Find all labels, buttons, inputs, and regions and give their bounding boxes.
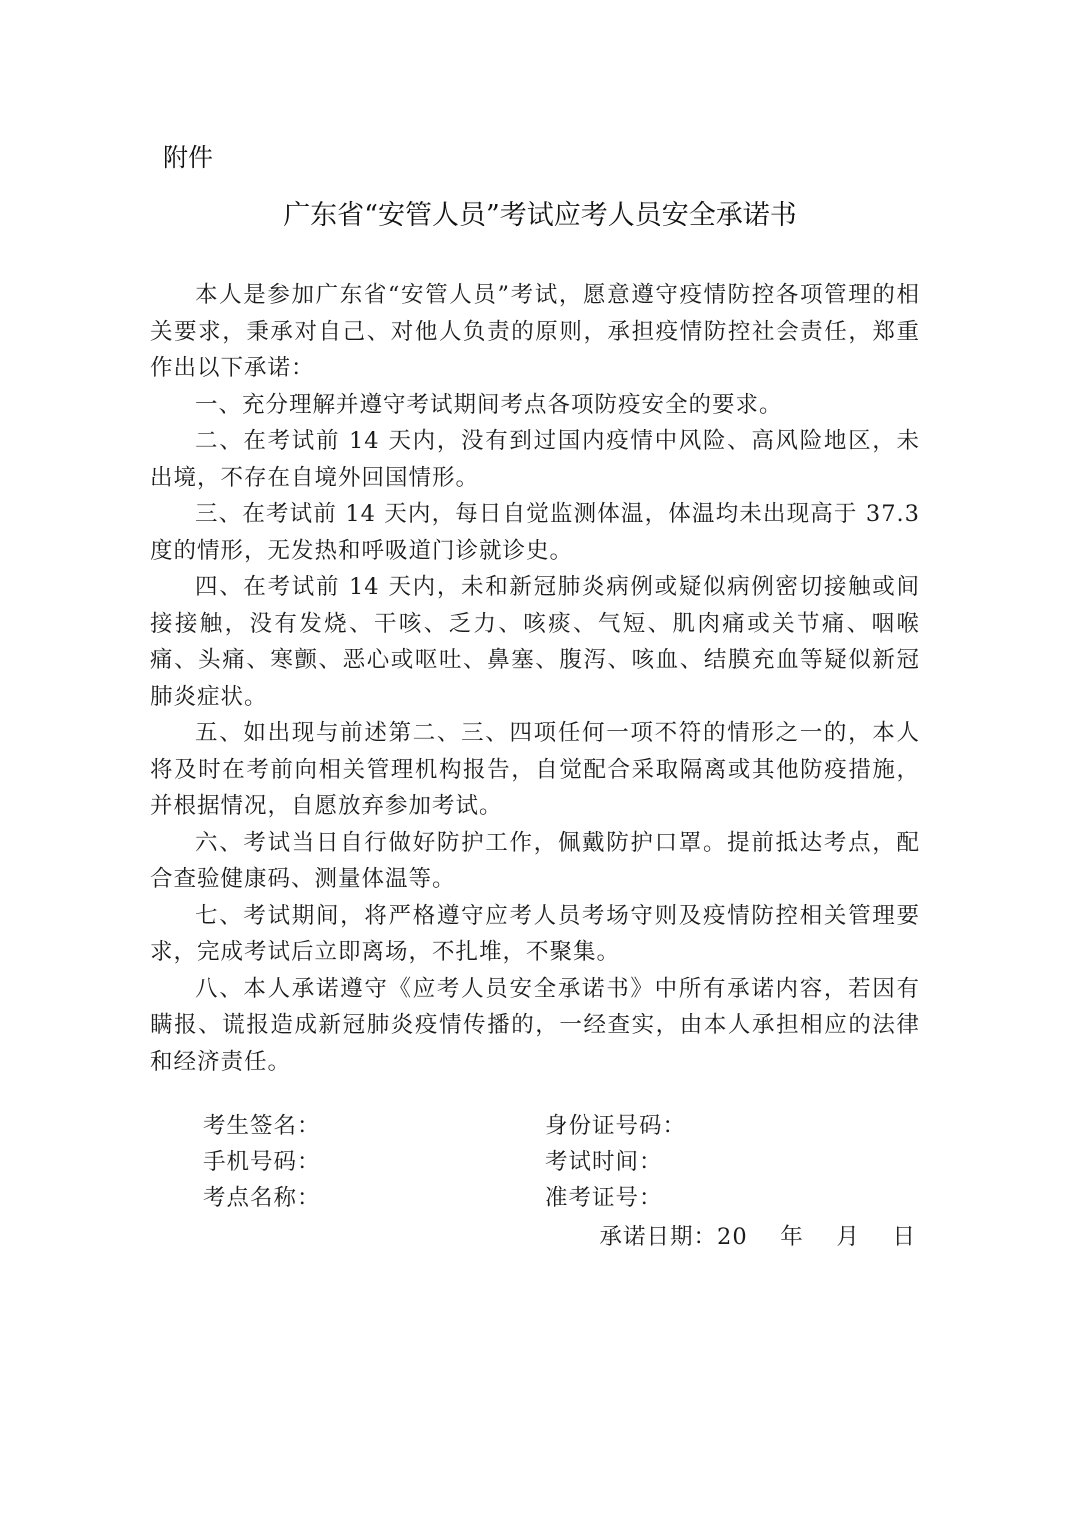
exam-time-label: 考试时间： [545,1149,663,1175]
commitment-item-6: 六、考试当日自行做好防护工作，佩戴防护口罩。提前抵达考点，配合查验健康码、测量体温等。 [150,829,920,892]
commitment-item-8: 八、本人承诺遵守《应考人员安全承诺书》中所有承诺内容，若因有瞒报、谎报造成新冠肺炎疫情传播的，一经查实，由本人承担相应的法律和经济责任。 [150,975,920,1075]
phone-number-label: 手机号码： [203,1149,321,1175]
signature-row-3 [0,1180,1080,1216]
id-number-label: 身份证号码： [545,1113,687,1139]
document-body [150,277,920,1080]
signature-row-2 [0,1144,1080,1180]
intro-paragraph: 本人是参加广东省“安管人员”考试，愿意遵守疫情防控各项管理的相关要求，秉承对自己、对他人负责的原则，承担疫情防控社会责任，郑重作出以下承诺： [150,282,920,381]
signature-section [0,1108,1080,1255]
commitment-date-label: 承诺日期：20 年 月 日 [599,1224,916,1250]
attachment-label: 附件 [163,143,214,172]
commitment-item-2: 二、在考试前 14 天内，没有到过国内疫情中风险、高风险地区，未出境，不存在自境外回国情形。 [150,428,920,491]
document-title: 广东省“安管人员”考试应考人员安全承诺书 [283,200,797,231]
commitment-item-4: 四、在考试前 14 天内，未和新冠肺炎病例或疑似病例密切接触或间接接触，没有发烧、干咳、乏力、咳痰、气短、肌肉痛或关节痛、咽喉痛、头痛、寒颤、恶心或呕吐、鼻塞、腹泻、咳血、结膜充血等疑似新冠肺炎症状。 [150,574,920,710]
candidate-signature-label: 考生签名： [203,1113,321,1139]
commitment-date-row [0,1219,1080,1255]
commitment-item-7: 七、考试期间，将严格遵守应考人员考场守则及疫情防控相关管理要求，完成考试后立即离场，不扎堆，不聚集。 [150,902,920,965]
commitment-item-1: 一、充分理解并遵守考试期间考点各项防疫安全的要求。 [195,391,783,418]
admission-ticket-label: 准考证号： [545,1185,663,1211]
exam-site-label: 考点名称： [203,1185,321,1211]
commitment-item-5: 五、如出现与前述第二、三、四项任何一项不符的情形之一的，本人将及时在考前向相关管理机构报告，自觉配合采取隔离或其他防疫措施，并根据情况，自愿放弃参加考试。 [150,720,920,819]
commitment-item-3: 三、在考试前 14 天内，每日自觉监测体温，体温均未出现高于 37.3 度的情形，无发热和呼吸道门诊就诊史。 [150,501,920,564]
signature-row-1 [0,1108,1080,1144]
